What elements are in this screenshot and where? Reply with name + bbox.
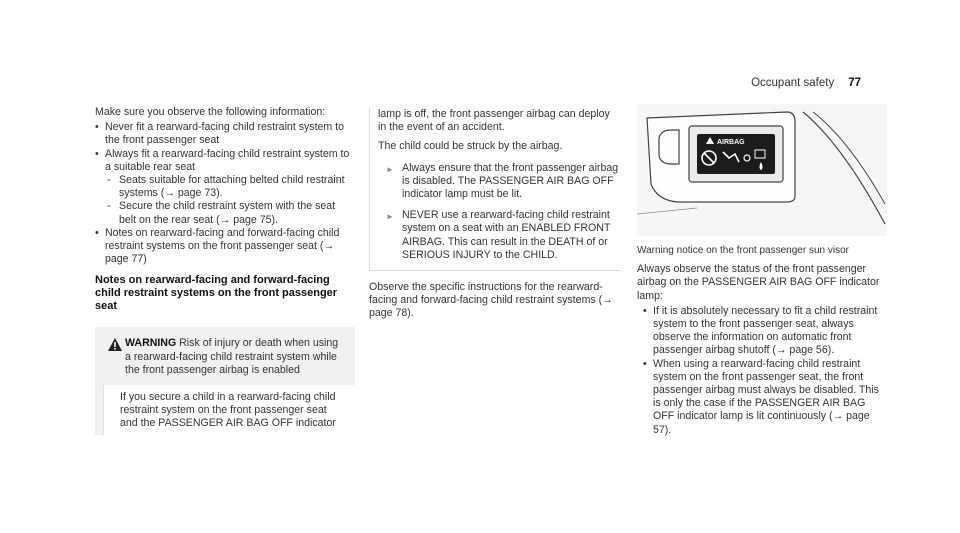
column-left: [95, 106, 355, 435]
warning-text: Risk of injury or death when using a rearward-facing child restraint system while the front passenger airbag is enabled: [125, 337, 339, 376]
bullet-always-fit: • Always fit a rearward-facing child restraint system to a suitable rear seat: [95, 148, 355, 174]
column-right: [637, 244, 887, 437]
sun-visor-illustration: [637, 104, 887, 236]
column-middle: [369, 108, 621, 321]
dash-secure-restraint: - Secure the child restraint system with the seat belt on the rear seat (→ page 75).: [95, 200, 355, 226]
observe-instructions: Observe the specific instructions for the rearward-facing and forward-facing child restraint systems (→ page 78).: [369, 281, 613, 320]
warning-box: [95, 327, 355, 434]
page-number: 77: [848, 77, 861, 89]
bullet-automatic-shutoff: • If it is absolutely necessary to fit a child restraint system to the front passenger seat, always observe the information on automatic front passenger airbag shutoff (→ page 56).: [643, 305, 887, 358]
warning-triangle-icon: [108, 338, 122, 351]
child-struck-text: The child could be struck by the airbag.: [378, 140, 563, 153]
instruction-never-use: ► NEVER use a rearward-facing child restraint system on a seat with an ENABLED FRONT AIRBAG. This can result in the DEATH of or SERIOUS INJURY to the CHILD.: [378, 209, 621, 262]
sun-visor-drawing: [637, 104, 887, 236]
warning-continuation: [369, 108, 621, 271]
observe-status-text: Always observe the status of the front passenger airbag on the PASSENGER AIR BAG OFF indicator lamp:: [637, 263, 880, 302]
airbag-sticker-label: AIRBAG: [717, 139, 745, 146]
section-title: Occupant safety: [751, 77, 835, 89]
warning-message: [125, 337, 345, 377]
page-header: [751, 77, 861, 89]
bullet-notes: • Notes on rearward-facing and forward-facing child restraint systems on the front passenger seat (→ page 77): [95, 227, 355, 267]
bullet-never-fit: • Never fit a rearward-facing child restraint system to the front passenger seat: [95, 121, 355, 147]
image-caption: Warning notice on the front passenger sun visor: [637, 245, 849, 256]
instruction-ensure-disabled: ► Always ensure that the front passenger airbag is disabled. The PASSENGER AIR BAG OFF indicator lamp must be lit.: [378, 162, 621, 202]
warning-label: WARNING: [125, 337, 177, 350]
dash-seats-suitable: - Seats suitable for attaching belted child restraint systems (→ page 73).: [95, 174, 355, 200]
intro-text: Make sure you observe the following information:: [95, 106, 326, 118]
bullet-airbag-disabled: • When using a rearward-facing child restraint system on the front passenger seat, the front passenger airbag must always be disabled. This is only the case if the PASSENGER AIR BAG OFF indicator lamp is lit continuously (→ page 57).: [643, 358, 887, 437]
section-heading: Notes on rearward-facing and forward-facing child restraint systems on the front passenger seat: [95, 274, 338, 313]
warning-detail: If you secure a child in a rearward-facing child restraint system on the front passenger seat and the PASSENGER AIR BAG OFF indicator: [120, 391, 336, 430]
lamp-off-text: lamp is off, the front passenger airbag can deploy in the event of an accident.: [378, 108, 610, 134]
